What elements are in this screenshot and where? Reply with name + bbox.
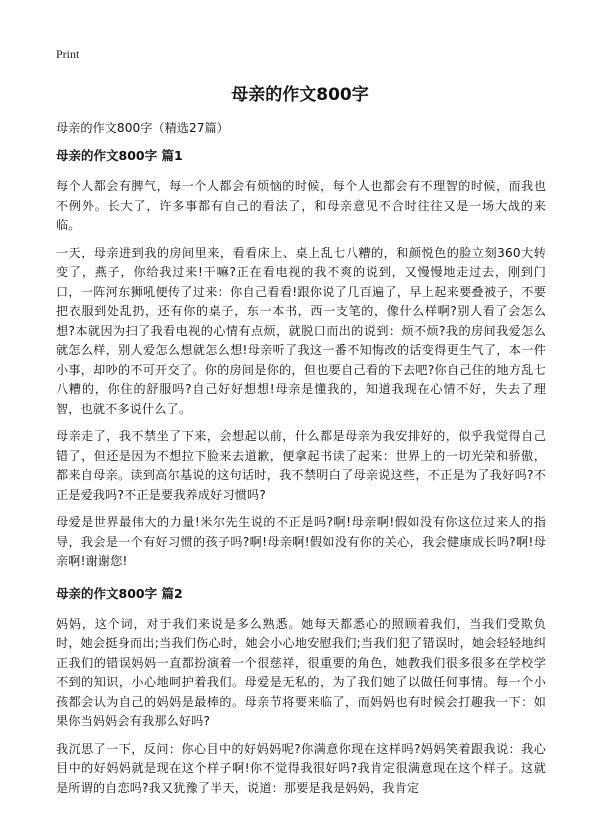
paragraph: 一天，母亲进到我的房间里来，看看床上、桌上乱七八糟的，和颜悦色的脸立刻360大转变了，燕子，你给我过来!干嘛?正在看电视的我不爽的说到，又慢慢地走过去，刚到门口，一阵河东狮吼便传了过来：你自己看看!跟你说了几百遍了，早上起来要叠被子，不要把衣服到处乱扔，还有你的桌子，东一本书，西一支笔的，像什么样啊?别人看了会怎么想?本就因为扫了我看电视的心情有点烦，就脱口而出的说到：烦不烦?我的房间我爱怎么就怎么样，别人爱怎么想就怎么想!母亲听了我这一番不知悔改的话变得更生气了，本一件小事，却吵的不可开交了。你的房间是你的，但也要自己看的下去吧?你自己住的地方乱七八糟的，你住的舒服吗?自己好好想想!母亲是懂我的，知道我现在心情不好，失去了理智，也就不多说什么了。: [56, 245, 546, 416]
paragraph: 每个人都会有脾气，每一个人都会有烦恼的时候，每个人也都会有不理智的时候，而我也不例外。长大了，许多事都有自己的看法了，和母亲意见不合时往往又是一场大战的来临。: [56, 179, 546, 232]
paragraph: 母亲走了，我不禁坐了下来，会想起以前，什么都是母亲为我安排好的，似乎我觉得自己错了，但还是因为不想拉下脸来去道歉，便拿起书读了起来：世界上的一切光荣和骄傲，都来自母亲。读到高尔基说的这句话时，我不禁明白了母亲说这些，不正是为了我好吗?不正是爱我吗?不正是要我养成好习惯吗?: [56, 429, 546, 502]
section-heading: 母亲的作文800字 篇2: [56, 585, 183, 601]
section-2: [56, 584, 546, 799]
paragraph: 妈妈，这个词，对于我们来说是多么熟悉。她每天都悉心的照顾着我们，当我们受欺负时，她会挺身而出;当我们伤心时，她会小心地安慰我们;当我们犯了错误时，她会轻轻地纠正我们的错误妈妈一直都扮演着一个很慈祥，很重要的角色，她教我们很多很多在学校学不到的知识，小心地呵护着我们。母爱是无私的，为了我们她了以做任何事情。每一个小孩都会认为自己的妈妈是最棒的。母亲节将要来临了，而妈妈也有时候会打趣我一下：如果你当妈妈会有我那么好吗?: [56, 616, 546, 728]
paragraph: 我沉思了一下，反问：你心目中的好妈妈呢?你满意你现在这样吗?妈妈笑着跟我说：我心目中的好妈妈就是现在这个样子啊!你不觉得我很好吗?我肯定很满意现在这个样子。这就是所谓的自恋吗?我又犹豫了半天，说道：那要是我是妈妈，我肯定: [56, 741, 546, 795]
page-subtitle: 母亲的作文800字（精选27篇）: [56, 121, 229, 135]
paragraph: 母爱是世界最伟大的力量!米尔先生说的不正是吗?啊!母亲啊!假如没有你这位过来人的指导，我会是一个有好习惯的孩子吗?啊!母亲啊!假如没有你的关心，我会健康成长吗?啊!母亲啊!谢谢您!: [56, 515, 546, 568]
section-1: [56, 146, 546, 572]
section-heading: 母亲的作文800字 篇1: [56, 148, 183, 163]
print-link[interactable]: Print: [56, 47, 80, 61]
article-body: [56, 146, 546, 806]
page-title: 母亲的作文800字: [231, 85, 369, 105]
